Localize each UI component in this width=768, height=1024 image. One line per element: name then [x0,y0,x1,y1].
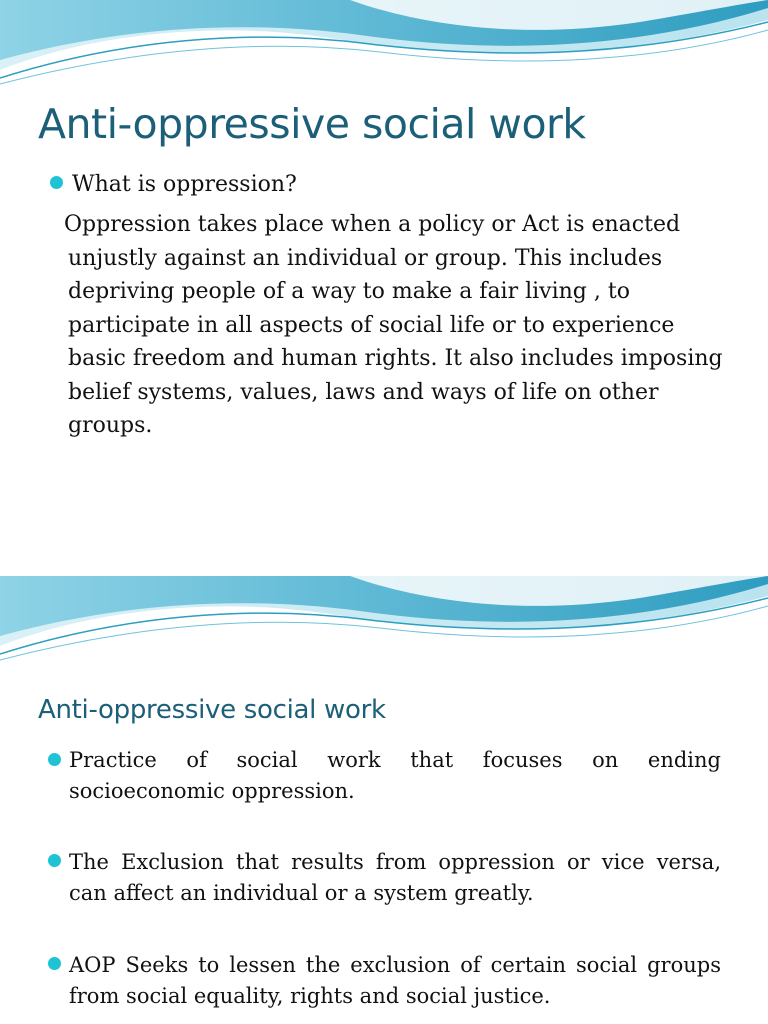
bullet-text: The Exclusion that results from oppression or vice versa, can affect an individual or a system greatly. [69,850,721,905]
bullet-text: AOP Seeks to lessen the exclusion of certain social groups from social equality, rights and social justice. [69,953,721,1008]
oppression-definition-paragraph: Oppression takes place when a policy or Act is enacted unjustly against an individual or group. This includes depriving people of a way to make a fair living , to participate in all aspects of social life or to experience basic freedom and human rights. It also includes imposing belief systems, values, laws and ways of life on other groups. [64,212,723,438]
bullet-icon [48,957,61,970]
bullet-text: Practice of social work that focuses on ending socioeconomic oppression. [69,748,721,803]
slide-separator [0,548,768,576]
question-text: What is oppression? [72,172,297,197]
slide-title: Anti-oppressive social work [38,100,586,148]
bullet-icon [48,854,61,867]
header-wave-graphic [0,0,768,90]
slide-title: Anti-oppressive social work [38,695,386,725]
bullet-icon [50,176,63,189]
bullet-icon [48,753,61,766]
header-wave-graphic [0,576,768,666]
